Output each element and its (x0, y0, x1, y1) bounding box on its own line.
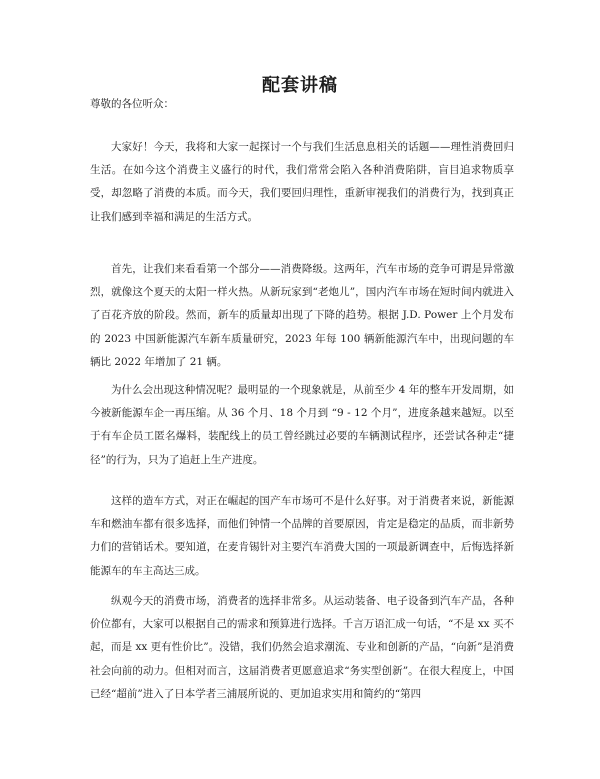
paragraph-intro: 大家好！今天，我将和大家一起探讨一个与我们生活息息相关的话题——理性消费回归生活。在如今这个消费主义盛行的时代，我们常常会陷入各种消费陷阱，盲目追求物质享受，却忽略了消费的本质。而今天，我们要回归理性，重新审视我们的消费行为，找到真正让我们感到幸福和满足的生活方式。 (90, 141, 514, 223)
salutation: 尊敬的各位听众： (90, 98, 174, 110)
document-title: 配套讲稿 (262, 75, 338, 96)
paragraph-consumption-downgrade: 首先，让我们来看看第一个部分——消费降级。这两年，汽车市场的竞争可谓是异常激烈，就像这个夏天的太阳一样火热。从新玩家到“老炮儿”，国内汽车市场在短时间内就进入了百花齐放的阶段。然而，新车的质量却出现了下降的趋势。根据 J.D. Power 上个月发布的 2023 中国新能源汽车新车质量研究，2023 年每 100 辆新能源汽车中，出现问题的车辆比 2022 年增加了 21 辆。 (90, 263, 514, 368)
paragraph-development-cycle: 为什么会出现这种情况呢？最明显的一个现象就是，从前至少 4 年的整车开发周期，如今被新能源车企一再压缩。从 36 个月、18 个月到 “9 - 12 个月”，进度条越来越短。以至于有车企员工匿名爆料，装配线上的员工曾经跳过必要的车辆测试程序，还尝试各种走“捷径”的行为，只为了追赶上生产进度。 (90, 384, 514, 466)
paragraph-quality-concern: 这样的造车方式，对正在崛起的国产车市场可不是什么好事。对于消费者来说，新能源车和燃油车都有很多选择，而他们钟情一个品牌的首要原因，肯定是稳定的品质，而非新势力们的营销话术。要知道，在麦肯锡针对主要汽车消费大国的一项最新调查中，后悔选择新能源车的车主高达三成。 (90, 495, 514, 577)
paragraph-consumer-choice: 纵观今天的消费市场，消费者的选择非常多。从运动装备、电子设备到汽车产品，各种价位都有，大家可以根据自己的需求和预算进行选择。千言万语汇成一句话，“不是 xx 买不起，而是 xx 更有性价比”。没错，我们仍然会追求潮流、专业和创新的产品，“向新”是消费社会向前的动力。但相对而言，这届消费者更愿意追求“务实型创新”。在很大程度上，中国已经“超前”进入了日本学者三浦展所说的、更加追求实用和简约的“第四 (90, 595, 514, 700)
